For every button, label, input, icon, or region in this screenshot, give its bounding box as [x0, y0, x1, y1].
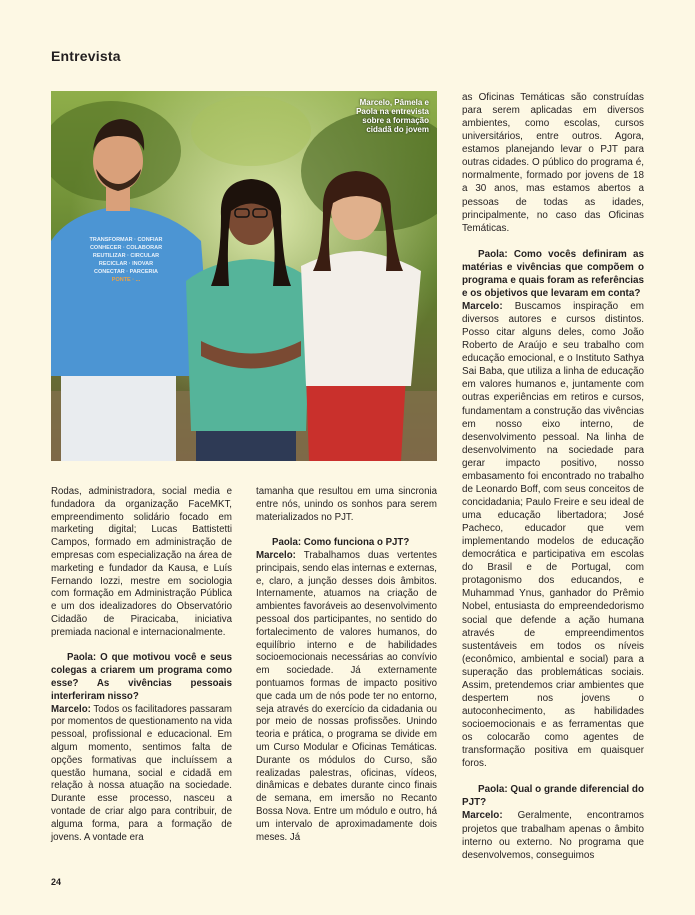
speaker-label: Marcelo: — [462, 810, 503, 822]
shirt-text-1: TRANSFORMAR · CONFIAR — [89, 237, 163, 243]
interview-answer — [462, 809, 644, 861]
shirt-text-4: RECICLAR · INOVAR — [98, 261, 154, 267]
interview-answer — [256, 550, 437, 844]
photo-caption: Marcelo, Pâmela e Paola na entrevista sobre a formação cidadã do jovem — [356, 98, 429, 134]
shirt-text-6: PONTE · ... — [111, 277, 141, 283]
section-title: Entrevista — [51, 48, 121, 64]
shirt-text-5: CONECTAR · PARCERIA — [94, 269, 158, 275]
interview-question: Paola: Como vocês definiram as matérias e vivências que compõem o programa e quais foram as referências e os objetivos que levaram em conta? — [462, 248, 644, 299]
interview-answer — [462, 300, 644, 770]
answer-text: Buscamos inspiração em diversos autores e cursos distintos. Posso citar alguns deles, como João Roberto de Araújo e seu trabalho com educação emocional, e o Instituto Sathya Sai Baba, que utiliza a linha de educação em valores humanos e, juntamente com outras experiências em retiros e cursos, fundamentam a construção das vivências em nosso eixo interno, de desenvolvimento pessoal. Na linha de desenvolvimento na sociedade para gerar impacto positivo, nosso embasamento foi encontrado no trabalho de Leonardo Boff, com seus conceitos de concidadania; Paulo Freire e seu ideal de uma educação libertadora; José Pacheco, educador que vem implementando modelos de educação democrática e participativa em escolas do Brasil e de Portugal, com protagonismo dos educandos, e Muhammad Ynus, ganhador do Prêmio Nobel, entusiasta do empreendedorismo social que defende a ação humana através de empreendimentos sustentáveis em todos os níveis (econômico, ambiental e social) para a superação das problemáticas sociais. Assim, pretendemos criar ambientes que despertem nos jovens o autoconhecimento, as habilidades socioemocionais e as ferramentas que os colocarão como agentes de transformação positiva em quaisquer foros. — [462, 301, 644, 770]
shirt-text-3: REUTILIZAR · CIRCULAR — [92, 253, 160, 259]
paragraph: as Oficinas Temáticas são construídas para serem aplicadas em diversos ambientes, como escolas, cursos universitários, entre outros. Agora, estamos planejando levar o PJT para outras cidades. O público do programa é, normalmente, formado por jovens de 18 a 30 anos, mas estamos abertos a pessoas de todas as idades, principalmente, no caso das Oficinas Temáticas. — [462, 92, 644, 234]
text-column-2 — [256, 486, 437, 844]
page-number: 24 — [51, 877, 62, 887]
speaker-label: Marcelo: — [256, 549, 296, 561]
interview-question: Paola: Qual o grande diferencial do PJT? — [462, 784, 644, 809]
paragraph: Rodas, administradora, social media e fundadora da organização FaceMKT, empreendimento solidário focado em marketing digital; Lucas Battistetti Campos, formado em administração de empresas com especialização na área de marketing e fundador da Kausa, e Luís Fernando Iozzi, mestre em sociologia com formação em Administração Pública e um dos idealizadores do Observatório Cidadão de Piracicaba, iniciativa premiada nacional e internacionalmente. — [51, 486, 232, 638]
answer-text: Trabalhamos duas vertentes principais, sendo elas internas e externas, e, claro, a junção desses dois âmbitos. Internamente, atuamos na criação de ambientes favoráveis ao desenvolvimento pessoal dos participantes, no sentido do fortalecimento de valores humanos, do equilíbrio interno e de habilidades socioemocionais necessárias ao convívio em sociedade. Já externamente pontuamos formas de impacto positivo que cada um de nós pode ter no entorno, seja através do exercício da cidadania ou por meio de nossas profissões. Unindo teoria e prática, o programa se divide em um Curso Modular e Oficinas Temáticas. Durante os módulos do Curso, são realizadas palestras, oficinas, vídeos, dinâmicas e debates durante cinco finais de semana, em imersão no Recanto Bossa Nova. Entre um módulo e outro, há um intervalo de aproximadamente dois meses. Já — [256, 549, 437, 843]
interview-question: Paola: O que motivou você e seus colegas a criarem um programa como esse? As vivências pessoais interferiram nisso? — [51, 652, 232, 702]
photo-illustration — [51, 91, 437, 461]
speaker-label: Marcelo: — [462, 301, 503, 312]
speaker-label: Marcelo: — [51, 703, 91, 715]
paragraph: tamanha que resultou em uma sincronia entre nós, unindo os sonhos para serem materializados no PJT. — [256, 486, 437, 523]
interview-question: Paola: Como funciona o PJT? — [272, 537, 410, 549]
text-column-3 — [462, 91, 644, 862]
answer-text: Todos os facilitadores passaram por momentos de questionamento na vida pessoal, profissional e educacional. Em algum momento, sentimos falta de opções formativas que incluíssem a questão humana, social e cidadã em relação à nossa atuação na sociedade. Durante esse processo, nasceu a vontade de criar algo para contribuir, de alguma forma, para a formação de jovens. A vontade era — [51, 703, 232, 843]
interview-answer — [51, 704, 232, 845]
interview-photo — [51, 91, 437, 461]
text-column-1 — [51, 486, 232, 844]
answer-text: Geralmente, encontramos projetos que trabalham apenas o âmbito interno ou externo. No programa que desenvolvemos, conseguimos — [462, 810, 644, 861]
shirt-text-2: CONHECER · COLABORAR — [89, 245, 163, 251]
